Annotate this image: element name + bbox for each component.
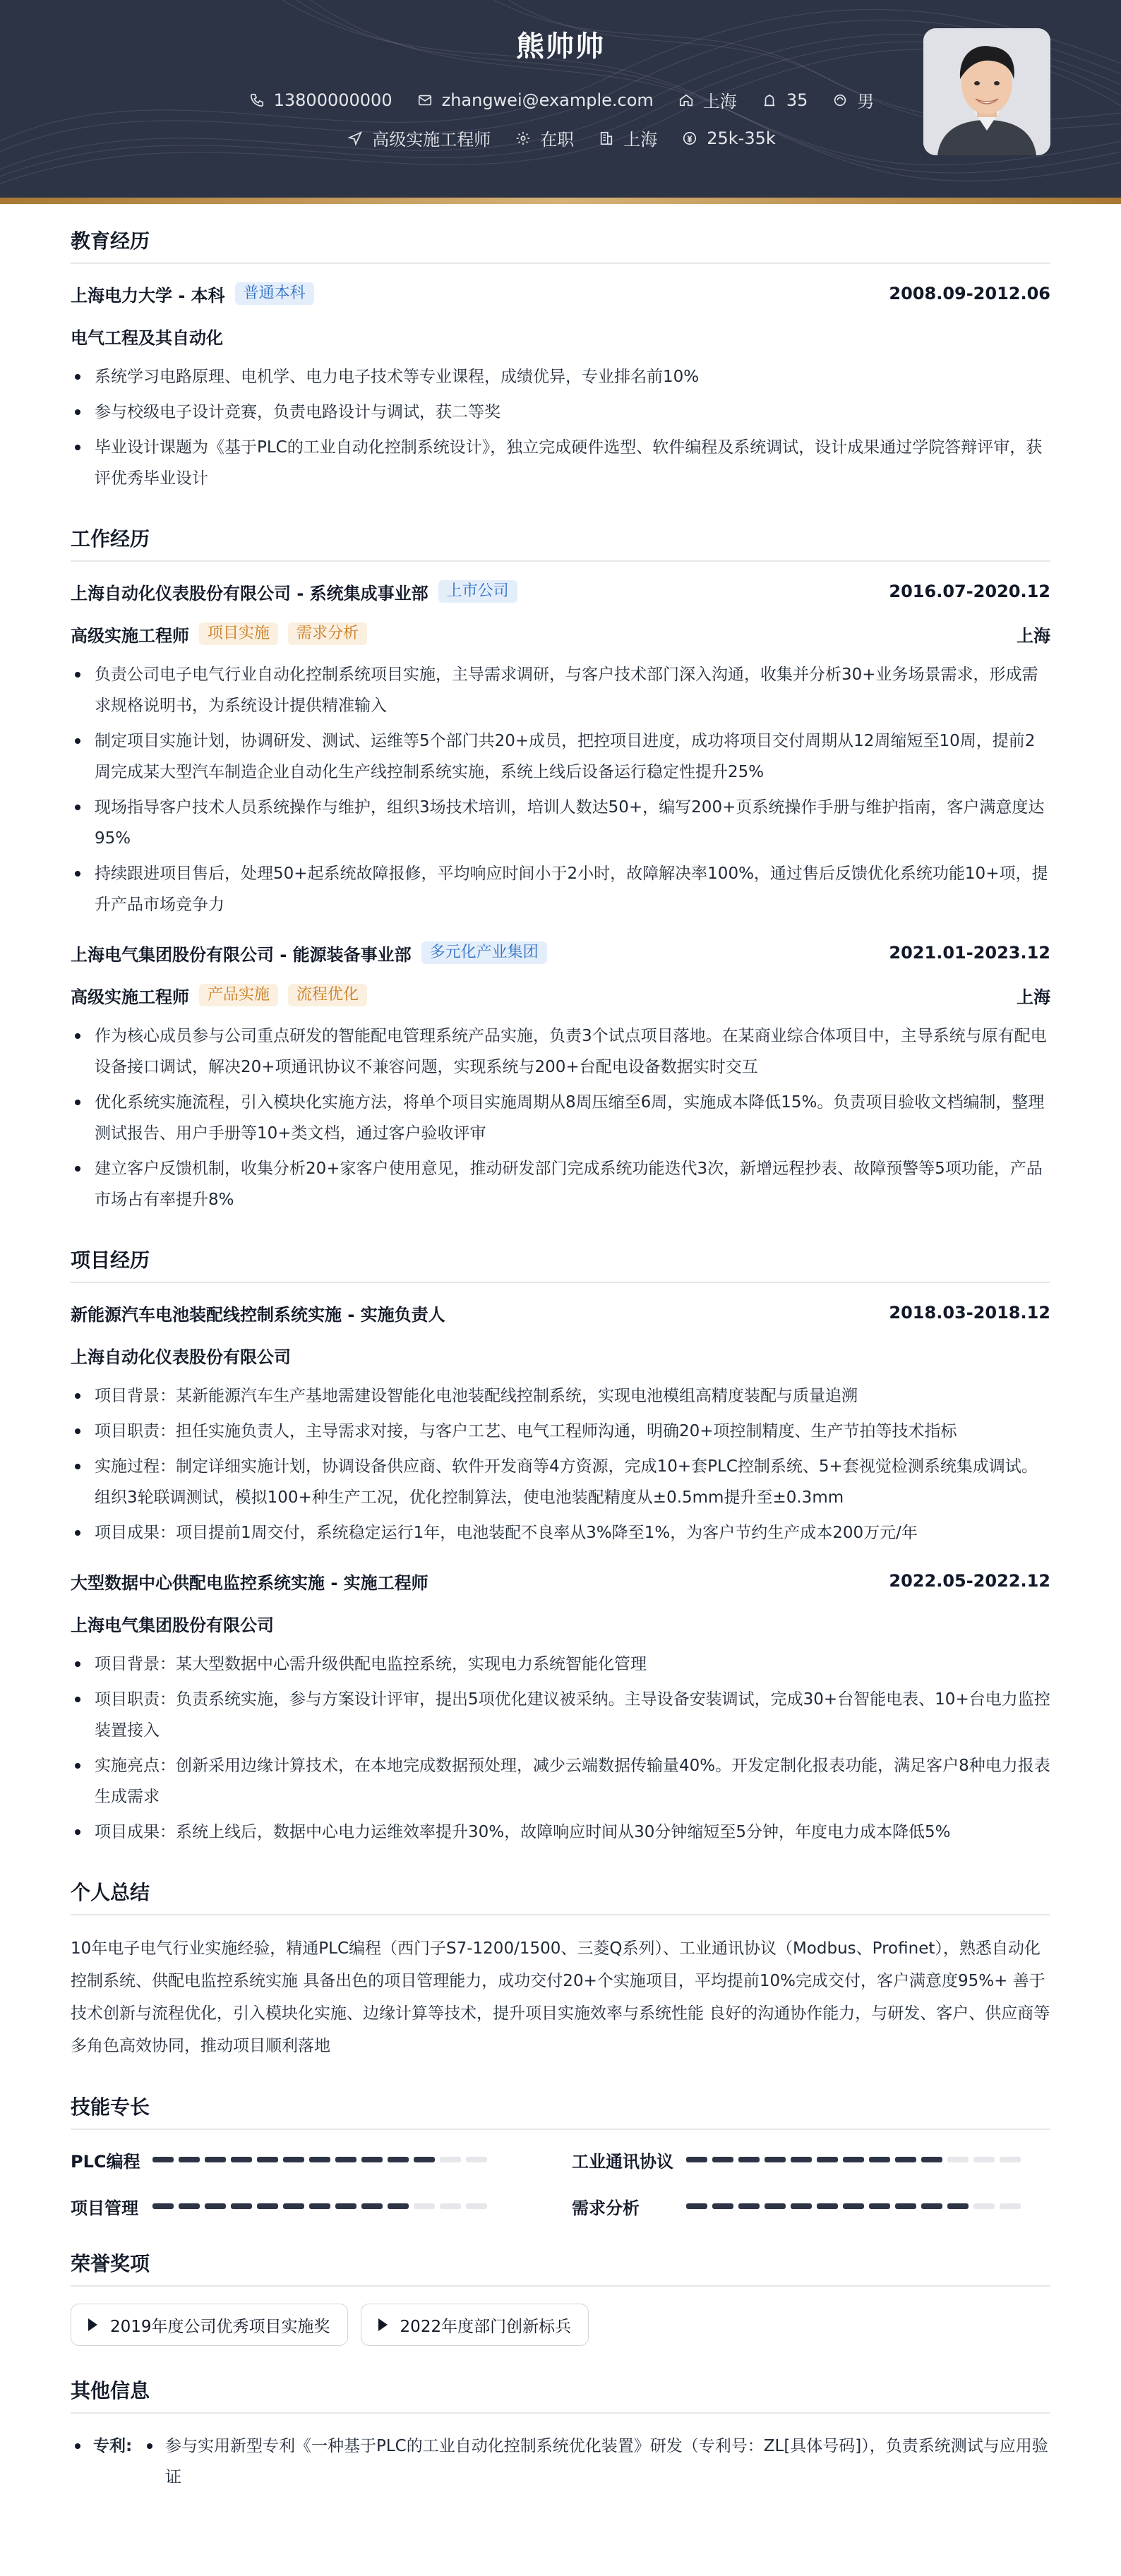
bullet-list	[71, 1649, 1050, 1848]
skill-segment-filled	[335, 2157, 356, 2162]
honor-text: 2022年度部门创新标兵	[400, 2317, 572, 2336]
section-title: 技能专长	[71, 2092, 1050, 2130]
skill-name: 项目管理	[71, 2198, 138, 2218]
skill-segment-filled	[152, 2157, 174, 2162]
entry-subheader	[71, 621, 1050, 646]
salary-text: 25k-35k	[707, 128, 776, 148]
other-section	[71, 2376, 1050, 2493]
skill-segment-empty	[973, 2203, 995, 2209]
list-item: 作为核心成员参与公司重点研发的智能配电管理系统产品实施，负责3个试点项目落地。在某商业综合体项目中，主导系统与原有配电设备接口调试，解决20+项通讯协议不兼容问题，实现系统与200+台配电设备数据实时交互	[71, 1021, 1050, 1083]
skill-segment-filled	[335, 2203, 356, 2209]
status-item	[513, 126, 574, 150]
avatar-portrait	[923, 28, 1050, 155]
play-triangle-icon	[378, 2318, 388, 2331]
company-tag: 多元化产业集团	[421, 941, 547, 964]
section-title: 荣誉奖项	[71, 2249, 1050, 2287]
gender-icon	[830, 90, 850, 110]
role-tag: 需求分析	[288, 622, 367, 645]
email-text: zhangwei@example.com	[441, 90, 654, 110]
bullet-list	[71, 1021, 1050, 1215]
skill-segment-filled	[895, 2203, 916, 2209]
skill-segment-empty	[440, 2203, 461, 2209]
building-icon	[597, 128, 616, 148]
other-label: 专利:	[71, 2431, 143, 2493]
section-title: 其他信息	[71, 2376, 1050, 2414]
list-item: 项目背景：某新能源汽车生产基地需建设智能化电池装配线控制系统，实现电池模组高精度装配与质量追溯	[71, 1380, 1050, 1412]
project-company: 上海电气集团股份有限公司	[71, 1615, 274, 1635]
skill-segment-filled	[205, 2203, 226, 2209]
money-icon	[680, 128, 700, 148]
skill-segment-filled	[921, 2157, 942, 2162]
age-item	[760, 90, 808, 110]
hometown-item	[676, 88, 737, 112]
status-text: 在职	[540, 130, 575, 150]
skill-level-bar	[152, 2203, 492, 2209]
gear-icon	[513, 128, 533, 148]
honor-text: 2019年度公司优秀项目实施奖	[110, 2317, 330, 2336]
skill-segment-filled	[791, 2203, 812, 2209]
work-entry	[71, 940, 1050, 1215]
skill-segment-filled	[205, 2157, 226, 2162]
skill-segment-filled	[843, 2203, 864, 2209]
entry-date: 2018.03-2018.12	[889, 1303, 1050, 1323]
project-name: 大型数据中心供配电监控系统实施 - 实施工程师	[71, 1572, 428, 1593]
job-location: 上海	[1017, 987, 1050, 1007]
skill-segment-filled	[179, 2157, 200, 2162]
list-item: 优化系统实施流程，引入模块化实施方法，将单个项目实施周期从8周压缩至6周，实施成本降低15%。负责项目验收文档编制，整理测试报告、用户手册等10+类文档，通过客户验收评审	[71, 1087, 1050, 1149]
entry-header	[71, 579, 1050, 604]
company-tag: 上市公司	[438, 580, 517, 603]
section-title: 项目经历	[71, 1245, 1050, 1283]
age-text: 35	[786, 90, 808, 110]
skill-segment-filled	[921, 2203, 942, 2209]
resume-header	[0, 0, 1121, 200]
section-title: 工作经历	[71, 524, 1050, 562]
skill-segment-empty	[440, 2157, 461, 2162]
skill-name: 需求分析	[572, 2198, 640, 2218]
list-item: 负责公司电子电气行业自动化控制系统项目实施，主导需求调研，与客户技术部门深入沟通，收集并分析30+业务场景需求，形成需求规格说明书，为系统设计提供精准输入	[71, 659, 1050, 721]
entry-subheader	[71, 982, 1050, 1008]
age-icon	[760, 90, 779, 110]
position-text: 高级实施工程师	[372, 130, 491, 150]
entry-date: 2016.07-2020.12	[889, 582, 1050, 601]
skill-segment-empty	[1000, 2203, 1021, 2209]
skill-segment-filled	[361, 2203, 383, 2209]
skill-segment-filled	[738, 2157, 760, 2162]
skill-segment-filled	[817, 2203, 838, 2209]
city-item	[597, 126, 657, 150]
major-name: 电气工程及其自动化	[71, 327, 223, 348]
salary-item	[680, 128, 776, 148]
list-item: 毕业设计课题为《基于PLC的工业自动化控制系统设计》，独立完成硬件选型、软件编程及系统调试，设计成果通过学院答辩评审，获评优秀毕业设计	[71, 432, 1050, 494]
phone-item	[247, 90, 392, 110]
company-name: 上海自动化仪表股份有限公司 - 系统集成事业部	[71, 583, 428, 603]
skill-segment-empty	[973, 2157, 995, 2162]
skill-segment-filled	[309, 2203, 330, 2209]
skill-segment-filled	[895, 2157, 916, 2162]
skill-segment-filled	[712, 2203, 733, 2209]
project-name: 新能源汽车电池装配线控制系统实施 - 实施负责人	[71, 1304, 445, 1325]
skill-segment-filled	[686, 2203, 707, 2209]
skill-segment-empty	[466, 2157, 487, 2162]
skill-segment-filled	[791, 2157, 812, 2162]
list-item: 实施过程：制定详细实施计划，协调设备供应商、软件开发商等4方资源，完成10+套PLC控制系统、5+套视觉检测系统集成调试。组织3轮联调测试，模拟100+种生产工况，优化控制算法，使电池装配精度从±0.5mm提升至±0.3mm	[71, 1451, 1050, 1513]
skill-segment-filled	[712, 2157, 733, 2162]
hometown-text: 上海	[702, 92, 737, 112]
honors-list	[71, 2304, 1050, 2346]
summary-section	[71, 1877, 1050, 2062]
list-item: 项目成果：系统上线后，数据中心电力运维效率提升30%，故障响应时间从30分钟缩短至5分钟，年度电力成本降低5%	[71, 1817, 1050, 1848]
other-item	[71, 2431, 1050, 2493]
skill-segment-filled	[738, 2203, 760, 2209]
entry-subheader	[71, 1342, 1050, 1368]
bullet-list	[71, 1380, 1050, 1548]
home-icon	[676, 90, 696, 110]
entry-subheader	[71, 323, 1050, 349]
skill-segment-empty	[466, 2203, 487, 2209]
skill-segment-filled	[231, 2203, 252, 2209]
header-accent-stripe	[0, 198, 1121, 204]
skill-segment-filled	[283, 2157, 304, 2162]
work-section	[71, 524, 1050, 1215]
list-item: 项目背景：某大型数据中心需升级供配电监控系统，实现电力系统智能化管理	[71, 1649, 1050, 1680]
entry-header	[71, 940, 1050, 965]
section-title: 个人总结	[71, 1877, 1050, 1915]
skill-segment-filled	[817, 2157, 838, 2162]
projects-section	[71, 1245, 1050, 1848]
city-text: 上海	[623, 130, 658, 150]
education-section	[71, 226, 1050, 494]
education-entry	[71, 281, 1050, 494]
skill-segment-filled	[283, 2203, 304, 2209]
list-item: 项目成果：项目提前1周交付，系统稳定运行1年，电池装配不良率从3%降至1%，为客户节约生产成本200万元/年	[71, 1517, 1050, 1548]
list-item: 参与校级电子设计竞赛，负责电路设计与调试，获二等奖	[71, 397, 1050, 428]
candidate-name: 熊帅帅	[516, 30, 605, 63]
project-entry	[71, 1568, 1050, 1848]
phone-icon	[247, 90, 267, 110]
list-item: 系统学习电路原理、电机学、电力电子技术等专业课程，成绩优异，专业排名前10%	[71, 361, 1050, 392]
skill-segment-filled	[309, 2157, 330, 2162]
list-item: 建立客户反馈机制，收集分析20+家客户使用意见，推动研发部门完成系统功能迭代3次，新增远程抄表、故障预警等5项功能，产品市场占有率提升8%	[71, 1153, 1050, 1215]
list-item: 持续跟进项目售后，处理50+起系统故障报修，平均响应时间小于2小时，故障解决率100%，通过售后反馈优化系统功能10+项，提升产品市场竞争力	[71, 858, 1050, 920]
gender-text: 男	[857, 92, 875, 112]
skill-segment-filled	[257, 2157, 278, 2162]
skill-segment-filled	[869, 2157, 890, 2162]
other-text: 参与实用新型专利《一种基于PLC的工业自动化控制系统优化装置》研发（专利号：ZL[具体号码]），负责系统测试与应用验证	[143, 2431, 1050, 2493]
job-location: 上海	[1017, 625, 1050, 646]
skills-grid	[71, 2147, 1050, 2219]
skill-level-bar	[686, 2157, 1026, 2162]
skill-level-bar	[686, 2203, 1026, 2209]
send-icon	[345, 128, 365, 148]
entry-subheader	[71, 1611, 1050, 1636]
skill-segment-filled	[414, 2157, 435, 2162]
skill-item	[572, 2193, 1050, 2219]
role-name: 高级实施工程师	[71, 987, 189, 1007]
list-item: 项目职责：负责系统实施，参与方案设计评审，提出5项优化建议被采纳。主导设备安装调试，完成30+台智能电表、10+台电力监控装置接入	[71, 1684, 1050, 1746]
resume-body	[71, 226, 1050, 2522]
skill-segment-filled	[869, 2203, 890, 2209]
role-name: 高级实施工程师	[71, 625, 189, 646]
honor-badge	[361, 2304, 589, 2346]
email-item	[415, 90, 654, 110]
skill-segment-empty	[414, 2203, 435, 2209]
honors-section	[71, 2249, 1050, 2346]
play-triangle-icon	[88, 2318, 97, 2331]
phone-text: 13800000000	[273, 90, 392, 110]
role-tag: 流程优化	[288, 984, 367, 1006]
skill-item	[71, 2193, 572, 2219]
skill-segment-filled	[686, 2157, 707, 2162]
skill-segment-empty	[947, 2157, 969, 2162]
skill-segment-filled	[388, 2157, 409, 2162]
entry-date: 2008.09-2012.06	[889, 284, 1050, 303]
skill-item	[71, 2147, 572, 2172]
skill-segment-filled	[361, 2157, 383, 2162]
skill-segment-filled	[231, 2157, 252, 2162]
section-title: 教育经历	[71, 226, 1050, 264]
company-name: 上海电气集团股份有限公司 - 能源装备事业部	[71, 944, 412, 965]
bullet-list	[71, 659, 1050, 920]
skill-item	[572, 2147, 1050, 2172]
avatar	[923, 28, 1050, 155]
list-item: 实施亮点：创新采用边缘计算技术，在本地完成数据预处理，减少云端数据传输量40%。开发定制化报表功能，满足客户8种电力报表生成需求	[71, 1750, 1050, 1812]
skill-segment-filled	[152, 2203, 174, 2209]
skill-segment-filled	[947, 2203, 969, 2209]
list-item: 项目职责：担任实施负责人，主导需求对接，与客户工艺、电气工程师沟通，明确20+项控制精度、生产节拍等技术指标	[71, 1416, 1050, 1447]
skill-segment-filled	[388, 2203, 409, 2209]
list-item: 制定项目实施计划，协调研发、测试、运维等5个部门共20+成员，把控项目进度，成功将项目交付周期从12周缩短至10周，提前2周完成某大型汽车制造企业自动化生产线控制系统实施，系统上线后设备运行稳定性提升25%	[71, 726, 1050, 788]
entry-date: 2021.01-2023.12	[889, 943, 1050, 963]
list-item: 现场指导客户技术人员系统操作与维护，组织3场技术培训，培训人数达50+，编写200+页系统操作手册与维护指南，客户满意度达95%	[71, 792, 1050, 854]
skill-segment-filled	[843, 2157, 864, 2162]
skill-name: PLC编程	[71, 2151, 140, 2172]
degree-tag: 普通本科	[235, 282, 314, 305]
bullet-list	[71, 361, 1050, 494]
work-entry	[71, 579, 1050, 920]
school-name: 上海电力大学 - 本科	[71, 285, 225, 306]
role-tag: 产品实施	[199, 984, 278, 1006]
role-tag: 项目实施	[199, 622, 278, 645]
skill-level-bar	[152, 2157, 492, 2162]
entry-header	[71, 1568, 1050, 1594]
project-entry	[71, 1300, 1050, 1548]
entry-header	[71, 281, 1050, 306]
skill-segment-filled	[257, 2203, 278, 2209]
gender-item	[830, 88, 874, 112]
entry-date: 2022.05-2022.12	[889, 1571, 1050, 1591]
honor-badge	[71, 2304, 348, 2346]
skill-segment-filled	[765, 2157, 786, 2162]
skill-segment-filled	[179, 2203, 200, 2209]
summary-text: 10年电子电气行业实施经验，精通PLC编程（西门子S7-1200/1500、三菱Q系列）、工业通讯协议（Modbus、Profinet），熟悉自动化控制系统、供配电监控系统实施 具备出色的项目管理能力，成功交付20+个实施项目，平均提前10%完成交付，客户满意度95%+ 善于技术创新与流程优化，引入模块化实施、边缘计算等技术，提升项目实施效率与系统性能 良好的沟通协作能力，与研发、客户、供应商等多角色高效协同，推动项目顺利落地	[71, 1939, 1050, 2055]
project-company: 上海自动化仪表股份有限公司	[71, 1347, 291, 1367]
skills-section	[71, 2092, 1050, 2219]
skill-name: 工业通讯协议	[572, 2151, 673, 2172]
position-item	[345, 126, 491, 150]
mail-icon	[415, 90, 435, 110]
entry-header	[71, 1300, 1050, 1325]
skill-segment-empty	[1000, 2157, 1021, 2162]
skill-segment-filled	[765, 2203, 786, 2209]
